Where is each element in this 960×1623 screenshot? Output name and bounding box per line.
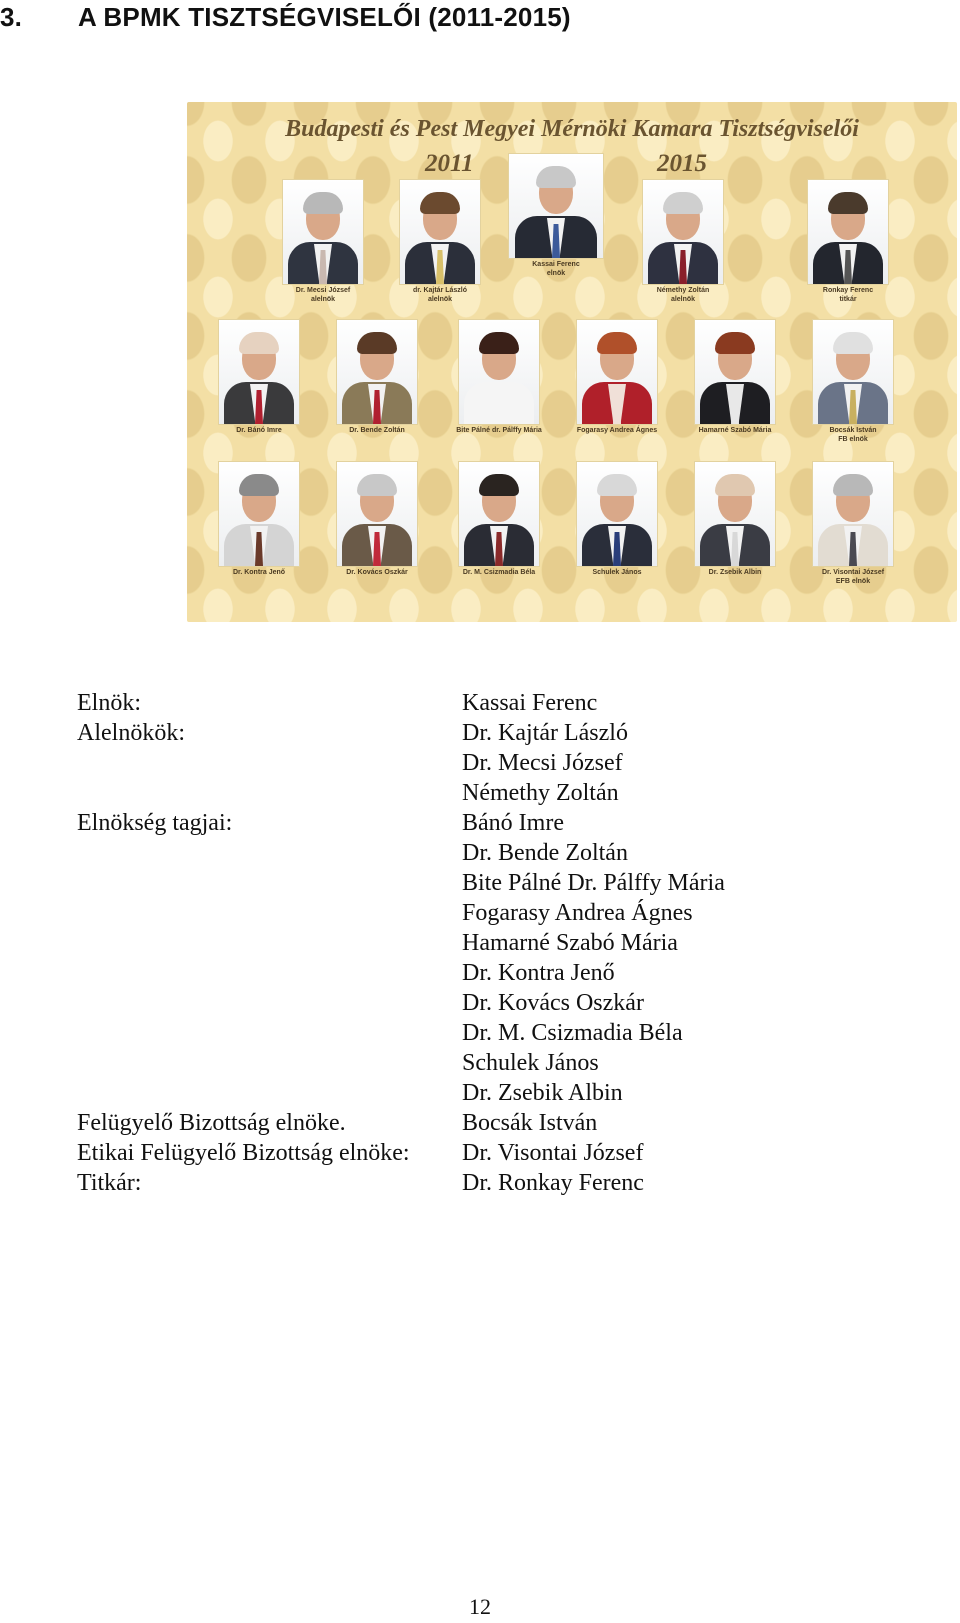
officer-names	[462, 688, 597, 718]
portrait-photo	[643, 180, 723, 284]
portrait-card	[577, 320, 657, 450]
portrait-photo	[808, 180, 888, 284]
officers-group-poster	[187, 102, 957, 622]
portrait-card	[219, 320, 299, 450]
officer-role: Alelnökök:	[77, 720, 185, 746]
officer-row	[77, 718, 725, 808]
portrait-card	[337, 320, 417, 450]
portrait-photo	[695, 462, 775, 566]
officer-name: Bocsák István	[462, 1110, 598, 1136]
section-title: A BPMK TISZTSÉGVISELŐI (2011-2015)	[78, 2, 571, 32]
officer-name: Dr. M. Csizmadia Béla	[462, 1020, 683, 1046]
portrait-caption	[445, 568, 553, 577]
officer-row	[77, 1168, 725, 1198]
portrait-card	[509, 154, 603, 284]
portrait-name: dr. Kajtár László	[412, 287, 468, 294]
portrait-photo	[577, 320, 657, 424]
portrait-card	[813, 462, 893, 592]
officer-name: Bánó Imre	[462, 810, 564, 836]
page-number: 12	[469, 1594, 491, 1619]
portrait-card	[456, 320, 542, 450]
officer-role: Etikai Felügyelő Bizottság elnöke:	[77, 1140, 410, 1166]
portrait-photo	[695, 320, 775, 424]
portrait-photo	[459, 462, 539, 566]
officer-name: Fogarasy Andrea Ágnes	[462, 900, 693, 926]
officer-name: Dr. Zsebik Albin	[462, 1080, 623, 1106]
portrait-photo	[813, 320, 893, 424]
portrait-hair	[479, 474, 519, 496]
portrait-name: Ronkay Ferenc	[822, 287, 874, 294]
officer-name: Dr. Visontai József	[462, 1140, 644, 1166]
portrait-photo	[509, 154, 603, 258]
portrait-caption	[445, 426, 553, 435]
portrait-caption	[323, 568, 431, 577]
officer-row	[77, 808, 725, 1108]
portrait-photo	[577, 462, 657, 566]
portrait-name: Bite Pálné dr. Pálffy Mária	[456, 427, 542, 434]
portrait-card	[695, 462, 775, 592]
portrait-hair	[597, 332, 637, 354]
portrait-role: FB elnök	[838, 436, 868, 443]
portrait-hair	[536, 166, 576, 188]
portrait-hair	[715, 474, 755, 496]
section-number: 3.	[0, 2, 23, 32]
portrait-caption	[323, 426, 431, 435]
officer-name: Dr. Ronkay Ferenc	[462, 1170, 644, 1196]
portrait-caption	[495, 260, 617, 278]
portrait-caption	[205, 426, 313, 435]
officer-row	[77, 1108, 725, 1138]
portrait-card	[400, 180, 480, 310]
portrait-caption	[681, 426, 789, 435]
officer-role: Elnökség tagjai:	[77, 810, 233, 836]
portrait-card	[643, 180, 723, 310]
portrait-photo	[813, 462, 893, 566]
officer-names	[462, 1138, 643, 1168]
portrait-caption	[386, 286, 494, 304]
portrait-role: elnök	[546, 270, 566, 277]
officer-name: Schulek János	[462, 1050, 599, 1076]
portrait-photo	[400, 180, 480, 284]
officer-names	[462, 718, 628, 808]
officer-names	[462, 808, 725, 1108]
portrait-hair	[833, 474, 873, 496]
officer-name: Dr. Bende Zoltán	[462, 840, 628, 866]
officer-name: Némethy Zoltán	[462, 780, 619, 806]
officer-name: Kassai Ferenc	[462, 690, 598, 716]
portrait-card	[808, 180, 888, 310]
portrait-role: alelnök	[670, 296, 696, 303]
portrait-role: alelnök	[427, 296, 453, 303]
officer-name: Dr. Kajtár László	[462, 720, 628, 746]
portrait-name: Némethy Zoltán	[656, 287, 710, 294]
portrait-name: Dr. Kontra Jenő	[232, 569, 286, 576]
portrait-hair	[663, 192, 703, 214]
officer-names	[462, 1168, 644, 1198]
poster-title: Budapesti és Pest Megyei Mérnöki Kamara Tisztségviselői	[285, 116, 859, 142]
portrait-caption	[799, 426, 907, 444]
officer-name: Dr. Kontra Jenő	[462, 960, 615, 986]
portrait-hair	[420, 192, 460, 214]
officer-role: Elnök:	[77, 690, 141, 716]
portrait-hair	[715, 332, 755, 354]
portrait-photo	[219, 320, 299, 424]
portrait-card	[337, 462, 417, 592]
officer-name: Dr. Kovács Oszkár	[462, 990, 644, 1016]
portrait-caption	[799, 568, 907, 586]
portrait-role: EFB elnök	[835, 578, 871, 585]
portrait-photo	[337, 320, 417, 424]
portrait-hair	[828, 192, 868, 214]
portrait-name: Hamarné Szabó Mária	[698, 427, 772, 434]
portrait-card	[283, 180, 363, 310]
portrait-hair	[303, 192, 343, 214]
portrait-name: Dr. Bende Zoltán	[349, 427, 405, 434]
portrait-name: Dr. Mecsi József	[295, 287, 351, 294]
portrait-caption	[794, 286, 902, 304]
portrait-hair	[357, 332, 397, 354]
portrait-hair	[833, 332, 873, 354]
officer-names	[462, 1108, 597, 1138]
poster-year-start: 2011	[425, 150, 474, 177]
portrait-name: Dr. Zsebik Albin	[708, 569, 762, 576]
portrait-photo	[459, 320, 539, 424]
portrait-name: Dr. M. Csizmadia Béla	[462, 569, 536, 576]
portrait-name: Kassai Ferenc	[532, 261, 580, 268]
portrait-caption	[681, 568, 789, 577]
officer-row	[77, 688, 725, 718]
portrait-card	[813, 320, 893, 450]
portrait-caption	[269, 286, 377, 304]
officer-row	[77, 1138, 725, 1168]
portrait-card	[219, 462, 299, 592]
portrait-hair	[479, 332, 519, 354]
portrait-hair	[239, 474, 279, 496]
portrait-name: Dr. Bánó Imre	[236, 427, 282, 434]
portrait-card	[695, 320, 775, 450]
portrait-role: alelnök	[310, 296, 336, 303]
officer-name: Bite Pálné Dr. Pálffy Mária	[462, 870, 725, 896]
portrait-photo	[283, 180, 363, 284]
portrait-hair	[597, 474, 637, 496]
officer-name: Dr. Mecsi József	[462, 750, 623, 776]
portrait-hair	[239, 332, 279, 354]
portrait-role: titkár	[839, 296, 857, 303]
portrait-hair	[357, 474, 397, 496]
portrait-name: Fogarasy Andrea Ágnes	[576, 427, 658, 434]
officer-role: Felügyelő Bizottság elnöke.	[77, 1110, 346, 1136]
portrait-photo	[337, 462, 417, 566]
poster-year-end: 2015	[657, 150, 707, 177]
portrait-card	[577, 462, 657, 592]
officer-name: Hamarné Szabó Mária	[462, 930, 678, 956]
officers-list	[77, 688, 725, 1198]
portrait-card	[459, 462, 539, 592]
portrait-name: Schulek János	[592, 569, 642, 576]
portrait-name: Dr. Visontai József	[821, 569, 885, 576]
portrait-caption	[563, 426, 671, 435]
portrait-photo	[219, 462, 299, 566]
portrait-caption	[629, 286, 737, 304]
portrait-caption	[205, 568, 313, 577]
portrait-name: Bocsák István	[829, 427, 877, 434]
portrait-caption	[563, 568, 671, 577]
portrait-name: Dr. Kovács Oszkár	[346, 569, 408, 576]
officer-role: Titkár:	[77, 1170, 142, 1196]
